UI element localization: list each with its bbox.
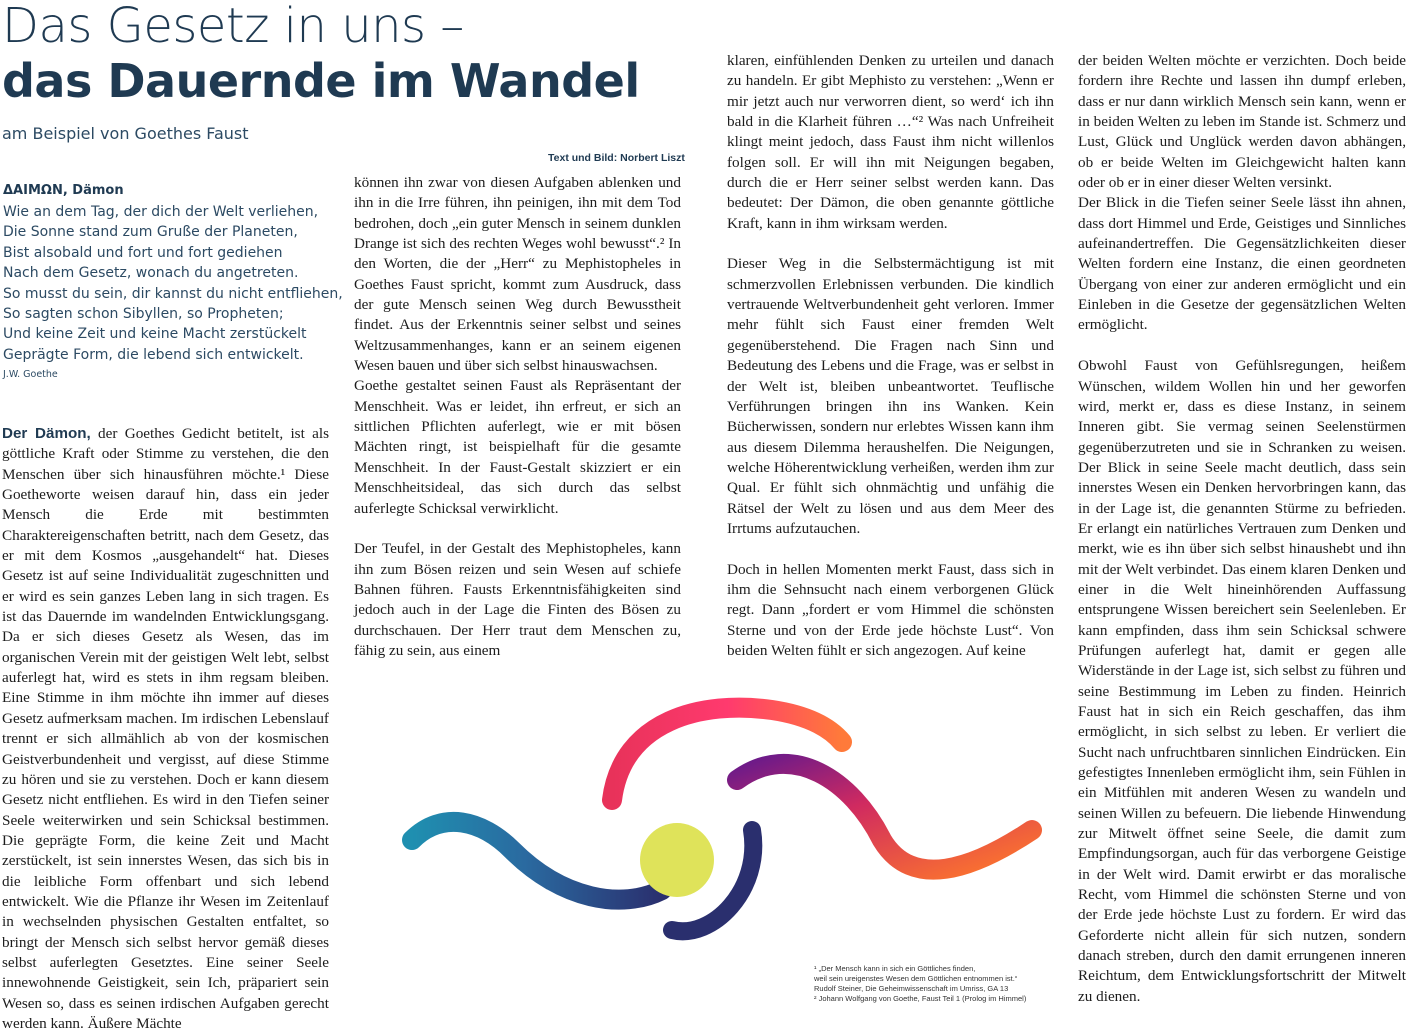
- paragraph: können ihn zwar von diesen Aufgaben ablenken und ihn in die Irre führen, ihn peinigen, ihn mit dem Tod bedrohen, doch „ein guter Mensch in seinem dunklen Drange ist sich des rechten Weges wohl bewusst“.² In den Worten, die der „Herr“ zu Mephistopheles in Goethes Faust spricht, kommt zum Ausdruck, dass der gute Mensch seinen Weg durch Bewusstheit findet. Aus der Erkenntnis seiner selbst und seines Weltzusammenhanges, kann er an seinem eigenen Wesen bauen und über sich selbst hinauswachsen.: [354, 174, 681, 375]
- swirl-blue-arm: [412, 822, 662, 900]
- poem-author: J.W. Goethe: [3, 369, 58, 381]
- poem-line: So sagten schon Sibyllen, so Propheten;: [3, 306, 284, 323]
- author-credit: Text und Bild: Norbert Liszt: [548, 152, 685, 164]
- swirl-red-arm: [612, 708, 842, 800]
- footnote-line: Rudolf Steiner, Die Geheimwissenschaft im Umriss, GA 13: [814, 984, 1009, 993]
- poem-line: So musst du sein, dir kannst du nicht entfliehen,: [3, 285, 343, 302]
- poem-line: Die Sonne stand zum Gruße der Planeten,: [3, 224, 298, 241]
- poem-line: Und keine Zeit und keine Macht zerstückelt: [3, 326, 307, 343]
- article-column-2: [354, 173, 681, 661]
- article-column-3: [727, 51, 1054, 661]
- paragraph: klaren, einfühlenden Denken zu urteilen und danach zu handeln. Er gibt Mephisto zu verstehen: „Wenn er mir jetzt auch nur verworren dient, so werd‘ ich ihn bald in die Klarheit führen …“² Was nach Unfreiheit klingt meint jedoch, dass Faust ihm nicht willenlos folgen soll. Er will ihn mit Neigungen begaben, durch die er Herr seiner selbst werden kann. Das bedeutet: Der Dämon, die oben genannte göttliche Kraft, kann in ihm wirksam werden.: [727, 52, 1054, 232]
- lead-word: Der Dämon,: [2, 425, 91, 442]
- poem-block: [3, 182, 343, 381]
- article-column-4: [1078, 51, 1406, 1007]
- footnote-line: ² Johann Wolfgang von Goethe, Faust Teil 1 (Prolog im Himmel): [814, 994, 1027, 1003]
- poem-line: Nach dem Gesetz, wonach du angetreten.: [3, 265, 299, 282]
- poem-line: Wie an dem Tag, der dich der Welt verliehen,: [3, 204, 319, 220]
- paragraph: Der Blick in die Tiefen seiner Seele lässt ihn ahnen, dass dort Himmel und Erde, Geistiges und Sinnliches aufeinandertreffen. Die Gegensätzlichkeiten dieser Welten fordern eine Instanz, die einen geordneten Übergang von einer zur anderen ermöglicht und ein Einleben in die Gesetze der gegensätzlichen Welten ermöglicht.: [1078, 194, 1406, 334]
- paragraph: Obwohl Faust von Gefühlsregungen, heißem Wünschen, wildem Wollen hin und her geworfen wird, merkt er, dass es diese Instanz, in seinem Inneren gibt. Sie vermag seinen Seelenstürmen gegenüberzutreten und sie in Schranken zu weisen. Der Blick in seine Seele macht deutlich, dass sein innerstes Wesen ein Denken hervorbringen kann, das in der Lage ist, die genannten Stürme zu befrieden. Er erlangt ein natürliches Vertrauen zum Denken und merkt, wie es ihn über sich selbst hinaushebt und ihn mit der Welt verbindet. Das einem klaren Denken und einer in die Welt hineinhörenden Auffassung entsprungene Wissen bereichert sein Seelenleben. Er kann empfinden, dass ihm sein Schicksal schwere Prüfungen auferlegt hat, damit er gegen alle Widerstände in der Lage ist, sich selbst zu führen und seine Bestimmung im Leben zu finden. Heinrich Faust hat in sich ein Reich geschaffen, das ihm ermöglicht, in sich selbst zu leben. Er verliert die Sucht nach unfruchtbaren sinnlichen Eindrücken. Ein gefestigtes Innenleben ermöglicht ihm, sein Fühlen in ein Mitfühlen mit anderen Wesen zu wandeln und seinen Willen zu befeuern. Die liebende Hinwendung zur Mitwelt öffnet seine Seele, die damit zum Empfindungsorgan, auch für das verborgene Geistige in der Welt wird. Damit erwirbt er das moralische Recht, vom Himmel die schönsten Sterne und von der Erde jede höchste Lust zu fordern. Er wird das Geforderte nicht allein für sich nutzen, sondern danach streben, durch den damit errungenen inneren Reichtum, dem Entwicklungsfortschritt der Mitwelt zu dienen.: [1078, 357, 1406, 1005]
- paragraph-text: der Goethes Gedicht betitelt, ist als göttliche Kraft oder Stimme zu verstehen, die den Menschen über sich hinausführen möchte.¹ Diese Goetheworte weisen darauf hin, dass ein jeder Mensch die Erde mit bestimmten Charaktereigenschaften betritt, nach dem Gesetz, das er mit dem Kosmos „ausgehandelt“ hat. Dieses Gesetz ist auf seine Individualität zugeschnitten und er wird es sein ganzes Leben lang in sich tragen. Es ist das Dauernde im wandelnden Entwicklungsgang. Da er sich dieses Gesetz als Wesen, das im organischen Verein mit der geistigen Welt lebt, selbst auferlegt hat, wird es stets in ihm regsam bleiben. Eine Stimme in ihm möchte ihn immer auf dieses Gesetz aufmerksam machen. Im irdischen Lebenslauf trennt er sich allmählich ab von der kosmischen Geistverbundenheit und vergisst, auf diese Stimme zu hören und sie zu verstehen. Doch er kann diesem Gesetz nicht entfliehen. Es wird in den Tiefen seiner Seele weiterwirken und sein Schicksal bestimmen. Die geprägte Form, die keine Zeit und Macht zerstückelt, ist sein innerstes Wesen, das sich bis in die leibliche Form offenbart und sich lebend entwickelt. Wie die Pflanze ihr Wesen im Zeitenlauf in wechselnden physischen Gestalten entfaltet, so bringt der Mensch sich selbst hervor gemäß dieses selbst auferlegten Gesetztes. Eine seiner Seele innewohnende Geistigkeit, sein Ich, präpariert sein Wesen so, dass es seinen irdischen Aufgaben gerecht werden kann. Äußere Mächte: [2, 425, 329, 1032]
- paragraph: Doch in hellen Momenten merkt Faust, dass sich in ihm die Sehnsucht nach einem verborgenen Glück regt. Dann „fordert er vom Himmel die schönsten Sterne und von der Erde jede höchste Lust“. Von beiden Welten fühlt er sich angezogen. Auf keine: [727, 560, 1054, 659]
- page-title-line2: das Dauernde im Wandel: [2, 54, 640, 108]
- footnote-line: ¹ „Der Mensch kann in sich ein Göttliches finden,: [814, 964, 976, 973]
- poem-heading: ΔΑΙΜΩΝ, Dämon: [3, 183, 124, 198]
- poem-line: Bist alsobald und fort und fort gediehen: [3, 244, 283, 261]
- article-column-1: [2, 424, 329, 1034]
- swirl-purple-arm: [737, 764, 1032, 870]
- footnotes: [814, 964, 1026, 1004]
- paragraph: der beiden Welten möchte er verzichten. Doch beide fordern ihre Rechte und lassen ihn dumpf erleben, dass er nur dann wirklich Mensch sein kann, wenn er in beiden Welten zu leben im Stande ist. Schmerz und Lust, Glück und Unglück werden davon abhängen, ob er beide Welten im Gleichgewicht halten kann oder ob er in einer dieser Welten versinkt.: [1078, 52, 1406, 192]
- paragraph: Dieser Weg in die Selbstermächtigung ist mit schmerzvollen Erlebnissen verbunden. Die kindlich vertrauende Weltverbundenheit geht verloren. Immer mehr fühlt sich Faust einer fremden Welt gegenüberstehend. Die Fragen nach Sinn und Bedeutung des Lebens und die Frage, was er selbst in der Welt ist, bleiben unbeantwortet. Teuflische Verführungen bringen ihn ins Wanken. Kein Bücherwissen, sondern nur erlebtes Wissen kann ihm aus diesem Dilemma heraushelfen. Die Neigungen, welche Höherentwicklung verheißen, werden ihm zur Qual. Er fühlt sich ohnmächtig und unfähig die Rätsel der Welt zu lösen und aus dem Meer des Irrtums aufzutauchen.: [727, 255, 1054, 537]
- footnote-line: weil sein ureigenstes Wesen dem Göttlichen entnommen ist.“: [814, 974, 1018, 983]
- page-subtitle: am Beispiel von Goethes Faust: [2, 124, 249, 143]
- sun-circle: [640, 823, 714, 897]
- poem-line: Geprägte Form, die lebend sich entwickelt.: [3, 346, 304, 363]
- paragraph: Goethe gestaltet seinen Faust als Repräsentant der Menschheit. Was er leidet, ihn erfreut, er sich an sittlichen Pflichten auferlegt, wie er mit bösen Mächten ringt, ist beispielhaft für die gesamte Menschheit. In der Faust-Gestalt skizziert er ein Menschheitsideal, das sich durch das selbst auferlegte Schicksal verwirklicht.: [354, 377, 681, 517]
- page-title-line1: Das Gesetz in uns –: [2, 0, 464, 54]
- paragraph: Der Teufel, in der Gestalt des Mephistopheles, kann ihn zum Bösen reizen und sein Wesen auf schiefe Bahnen führen. Fausts Erkenntnisfähigkeiten sind jedoch auch in der Lage die Finten des Bösen zu durchschauen. Der Herr traut dem Menschen zu, fähig zu sein, aus einem: [354, 540, 681, 659]
